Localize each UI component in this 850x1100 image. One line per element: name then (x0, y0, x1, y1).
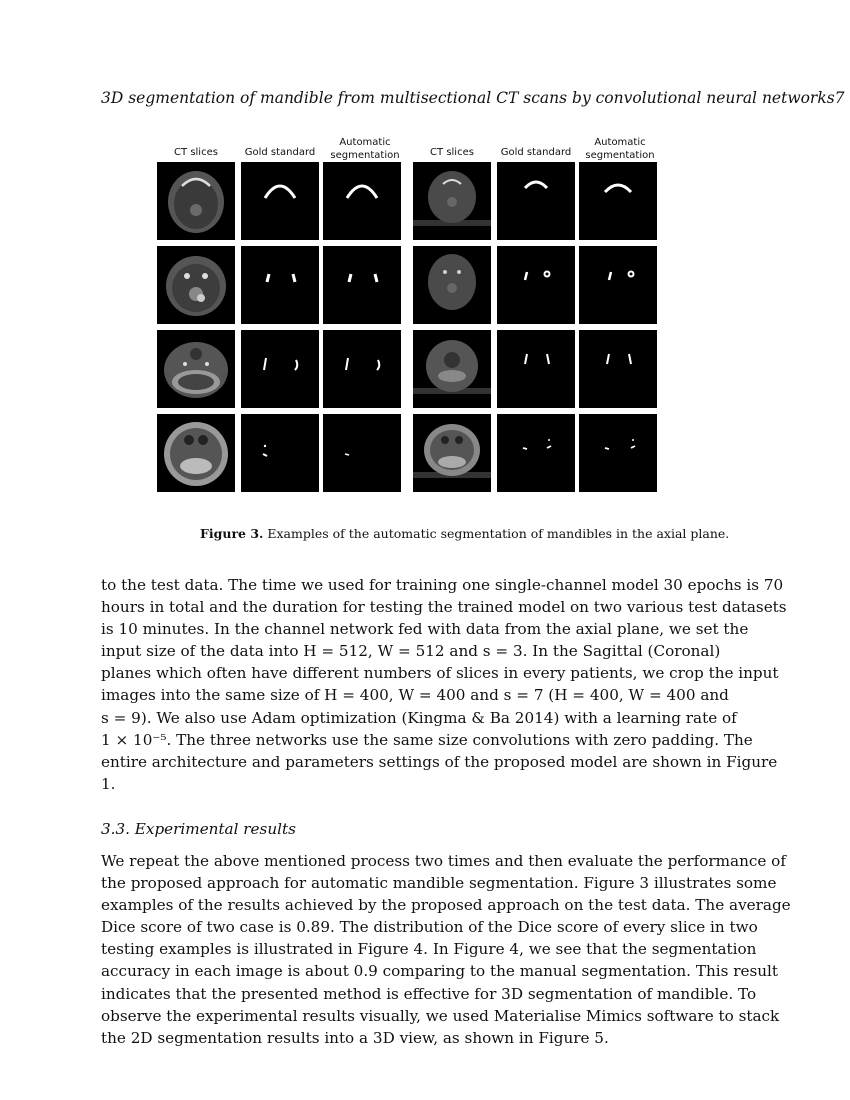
paragraph-line: s = 9). We also use Adam optimization (Kingma & Ba 2014) with a learning rate of (101, 708, 737, 727)
body-paragraph-1 (101, 574, 787, 795)
automatic-segmentation-image (579, 414, 657, 492)
column-label-ct-slices-right: CT slices (430, 147, 474, 158)
paragraph-line: the proposed approach for automatic mandible segmentation. Figure 3 illustrates some (101, 874, 777, 893)
ct-slice-image (413, 330, 491, 408)
ct-slice-image (157, 414, 235, 492)
running-head: 3D segmentation of mandible from multisectional CT scans by convolutional neural networks7 (101, 89, 845, 107)
figure-caption-label: Figure 3. (200, 526, 264, 541)
paragraph-line: 1. (101, 774, 116, 793)
column-label-line: segmentation (330, 150, 400, 161)
gold-standard-image (241, 162, 319, 240)
paragraph-line: examples of the results achieved by the proposed approach on the test data. The average (101, 896, 791, 915)
column-label-line: segmentation (585, 150, 655, 161)
ct-slice-image (413, 162, 491, 240)
paragraph-line: accuracy in each image is about 0.9 comparing to the manual segmentation. This result (101, 962, 779, 981)
gold-standard-image (497, 246, 575, 324)
ct-slice-image (157, 246, 235, 324)
column-label-line: Automatic (339, 137, 391, 148)
automatic-segmentation-image (579, 330, 657, 408)
paragraph-line: hours in total and the duration for testing the trained model on two various test datasets (101, 598, 787, 617)
automatic-segmentation-image (579, 162, 657, 240)
body-paragraph-2 (101, 850, 791, 1049)
figure-caption (200, 526, 760, 541)
ct-slice-image (413, 414, 491, 492)
column-label-gold-standard-right: Gold standard (500, 147, 572, 158)
paragraph-line: planes which often have different numbers of slices in every patients, we crop the input (101, 664, 779, 683)
figure-caption-text: Examples of the automatic segmentation of mandibles in the axial plane. (263, 526, 730, 541)
ct-slice-image (157, 162, 235, 240)
column-label-gold-standard-left: Gold standard (244, 147, 316, 158)
ct-slice-image (157, 330, 235, 408)
paragraph-line: the 2D segmentation results into a 3D view, as shown in Figure 5. (101, 1028, 609, 1047)
automatic-segmentation-image (323, 162, 401, 240)
gold-standard-image (497, 414, 575, 492)
paragraph-line: entire architecture and parameters settings of the proposed model are shown in Figure (101, 752, 778, 771)
column-label-ct-slices-left: CT slices (174, 147, 218, 158)
paragraph-line: testing examples is illustrated in Figure 4. In Figure 4, we see that the segmentation (101, 940, 757, 959)
paragraph-line: images into the same size of H = 400, W = 400 and s = 7 (H = 400, W = 400 and (101, 686, 729, 705)
automatic-segmentation-image (579, 246, 657, 324)
column-label-automatic-segmentation-right (578, 136, 662, 162)
figure-3 (157, 134, 659, 490)
automatic-segmentation-image (323, 414, 401, 492)
paragraph-line: is 10 minutes. In the channel network fed with data from the axial plane, we set the (101, 620, 749, 639)
section-heading: 3.3. Experimental results (101, 820, 296, 838)
column-label-automatic-segmentation-left (323, 136, 407, 162)
paragraph-line: to the test data. The time we used for training one single-channel model 30 epochs is 70 (101, 576, 784, 594)
paragraph-line: 1 × 10⁻⁵. The three networks use the same size convolutions with zero padding. The (101, 730, 753, 749)
gold-standard-image (241, 414, 319, 492)
automatic-segmentation-image (323, 246, 401, 324)
gold-standard-image (241, 246, 319, 324)
paragraph-line: indicates that the presented method is effective for 3D segmentation of mandible. To (101, 984, 757, 1003)
paragraph-line: observe the experimental results visually, we used Materialise Mimics software to stack (101, 1006, 780, 1025)
paragraph-line: Dice score of two case is 0.89. The distribution of the Dice score of every slice in two (101, 918, 758, 937)
paragraph-line: input size of the data into H = 512, W = 512 and s = 3. In the Sagittal (Coronal) (101, 642, 721, 661)
paragraph-line: We repeat the above mentioned process two times and then evaluate the performance of (101, 852, 786, 870)
gold-standard-image (497, 330, 575, 408)
automatic-segmentation-image (323, 330, 401, 408)
gold-standard-image (497, 162, 575, 240)
ct-slice-image (413, 246, 491, 324)
gold-standard-image (241, 330, 319, 408)
column-label-line: Automatic (594, 137, 646, 148)
